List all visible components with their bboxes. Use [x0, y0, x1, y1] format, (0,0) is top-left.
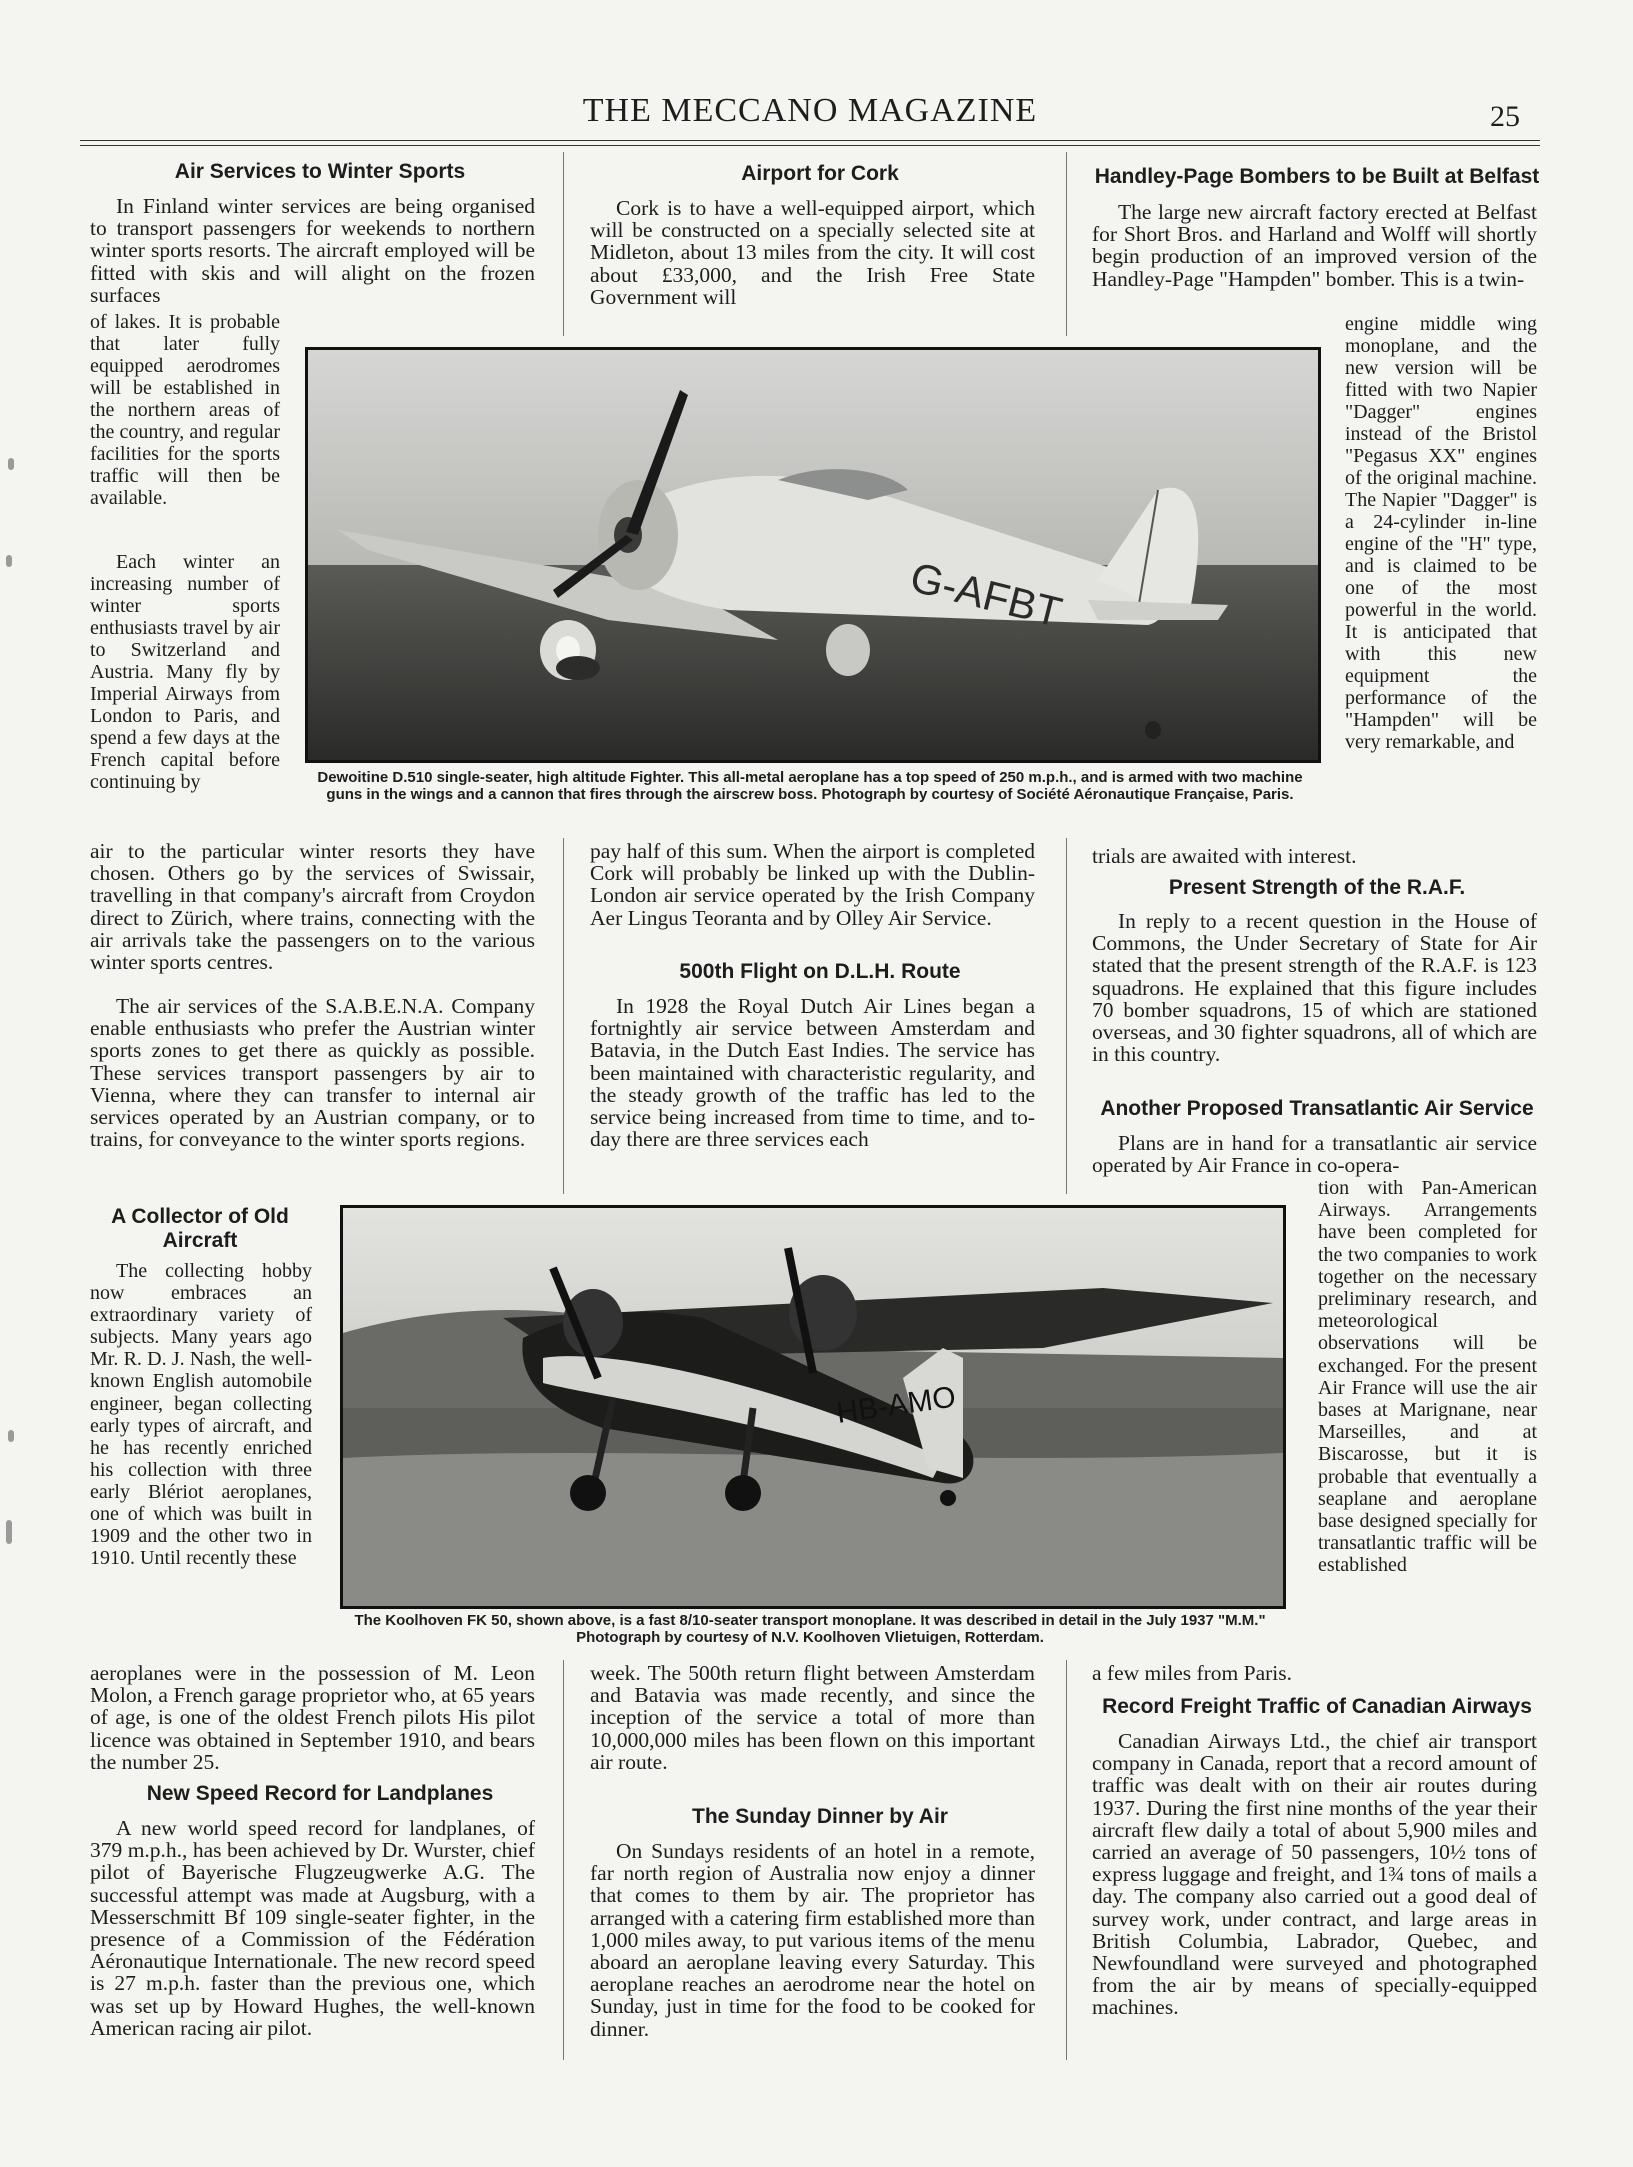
- handley-page-para-1c: trials are awaited with interest.: [1092, 844, 1357, 868]
- heading-speed-record: New Speed Record for Landplanes: [146, 1782, 494, 1805]
- column-rule: [1066, 152, 1067, 336]
- collector-para-1b: aeroplanes were in the possession of M. Leon Molon, a French garage proprietor who, at 65 years of age, is one of the oldest French pilots His pilot licence was obtained in September 1910, and bears the number 25.: [90, 1661, 535, 1774]
- registration-label: G-AFBT: [905, 553, 1067, 636]
- column-rule: [1066, 838, 1067, 1194]
- heading-cork: Airport for Cork: [741, 162, 899, 185]
- heading-raf-strength: Present Strength of the R.A.F.: [1168, 876, 1466, 899]
- registration-label: HB-AMO: [834, 1380, 958, 1430]
- winter-sports-para-3: The air services of the S.A.B.E.N.A. Company enable enthusiasts who prefer the Austrian winter sports zones to get there as quickly as possible. These services transport passengers by air to Vienna, where they can transfer to internal air services operated by an Austrian company, or to trains, for conveyance to the winter sports regions.: [90, 994, 535, 1152]
- speed-record-para: A new world speed record for landplanes, of 379 m.p.h., has been achieved by Dr. Wurster, chief pilot of Bayerische Flugzeugwerke A.G. The successful attempt was made at Augsburg, with a Messerschmitt Bf 109 single-seater fighter, in the presence of a Commission of the Fédération Aéronautique Internationale. The new record speed is 27 m.p.h. faster than the previous one, which was set up by Howard Hughes, the well-known American racing air pilot.: [90, 1816, 535, 2040]
- column-rule: [563, 152, 564, 336]
- winter-sports-para-2a: Each winter an increasing number of winter sports enthusiasts travel by air to Switzerland and Austria. Many fly by Imperial Airways from London to Paris, and spend a few days at the French capital before continuing by: [90, 551, 280, 793]
- raf-strength-para: In reply to a recent question in the House of Commons, the Under Secretary of State for Air stated that the present strength of the R.A.F. is 123 squadrons. He explained that this figure includes 70 bomber squadrons, 15 of which are stationed overseas, and 30 fighter squadrons, all of which are in this country.: [1092, 909, 1537, 1067]
- heading-dlh-route: 500th Flight on D.L.H. Route: [679, 960, 961, 983]
- scan-mark: [8, 458, 14, 470]
- column-rule: [1066, 1660, 1067, 2060]
- header-rule: [80, 140, 1540, 141]
- handley-page-para-1b: engine middle wing monoplane, and the new version will be fitted with two Napier "Dagger" engines instead of the Bristol "Pegasus XX" engines of the original machine. The Napier "Dagger" is a 24-cylinder in-line engine of the "H" type, and is claimed to be one of the most powerful in the world. It is anticipated that with this new equipment the performance of the "Hampden" will be very remarkable, and: [1345, 313, 1537, 753]
- scan-mark: [6, 555, 12, 567]
- scan-mark: [8, 1430, 14, 1442]
- page-number: 25: [1490, 100, 1520, 133]
- cork-para-1a: Cork is to have a well-equipped airport, which will be constructed on a specially selected site at Midleton, about 13 miles from the city. It will cost about £33,000, and the Irish Free State Government will: [590, 196, 1035, 309]
- dewoitine-illustration: [308, 350, 1318, 760]
- photo-dewoitine: [305, 347, 1321, 763]
- heading-sunday-dinner: The Sunday Dinner by Air: [692, 1805, 948, 1828]
- page-header: [80, 92, 1540, 142]
- handley-page-para-1a: The large new aircraft factory erected at Belfast for Short Bros. and Harland and Wolff will shortly begin production of an improved version of the Handley-Page "Hampden" bomber. This is a twin-: [1092, 200, 1537, 291]
- column-rule: [563, 1660, 564, 2060]
- heading-collector: A Collector of Old Aircraft: [111, 1205, 289, 1252]
- dlh-para-1b: week. The 500th return flight between Amsterdam and Batavia was made recently, and since the inception of the service a total of more than 10,000,000 miles has been flown on this important air route.: [590, 1661, 1035, 1774]
- heading-canadian-freight: Record Freight Traffic of Canadian Airways: [1102, 1695, 1532, 1718]
- winter-sports-para-1a: In Finland winter services are being organised to transport passengers for weekends to northern winter sports resorts. The aircraft employed will be fitted with skis and will alight on the frozen surfaces: [90, 194, 535, 307]
- koolhoven-illustration: [343, 1208, 1283, 1606]
- scan-mark: [6, 1520, 12, 1544]
- photo-koolhoven-caption: The Koolhoven FK 50, shown above, is a fast 8/10-seater transport monoplane. It was described in detail in the July 1937 "M.M." Photograph by courtesy of N.V. Koolhoven Vlietuigen, Rotterdam.: [354, 1612, 1266, 1646]
- winter-sports-para-2b: air to the particular winter resorts they have chosen. Others go by the services of Swissair, travelling in that company's aircraft from Croydon direct to Zürich, where trains, connecting with the air arrivals take the passengers on to the various winter sports centres.: [90, 839, 535, 975]
- transatlantic-para-1c: a few miles from Paris.: [1092, 1661, 1293, 1685]
- header-rule-thin: [80, 145, 1540, 146]
- collector-para-1a: The collecting hobby now embraces an extraordinary variety of subjects. Many years ago Mr. R. D. J. Nash, the well-known English automobile engineer, began collecting early types of aircraft, and he has recently enriched his collection with three early Blériot aeroplanes, one of which was built in 1909 and the other two in 1910. Until recently these: [90, 1260, 312, 1570]
- winter-sports-para-1b: of lakes. It is probable that later fully equipped aerodromes will be established in the northern areas of the country, and regular facilities for the sports traffic will then be available.: [90, 311, 280, 509]
- cork-para-1b: pay half of this sum. When the airport is completed Cork will probably be linked up with the Dublin-London air service operated by the Irish Company Aer Lingus Teoranta and by Olley Air Service.: [590, 839, 1035, 930]
- photo-koolhoven: [340, 1205, 1286, 1609]
- transatlantic-para-1b: tion with Pan-American Airways. Arrangements have been completed for the two companies to work together on the necessary preliminary research, and meteorological observations will be exchanged. For the present Air France will use the air bases at Marignane, near Marseilles, and at Biscarosse, but it is probable that eventually a seaplane and aeroplane base designed specially for transatlantic traffic will be established: [1318, 1177, 1537, 1577]
- magazine-title: THE MECCANO MAGAZINE: [582, 92, 1038, 129]
- sunday-dinner-para: On Sundays residents of an hotel in a remote, far north region of Australia now enjoy a dinner that comes to them by air. The proprietor has arranged with a catering firm established more than 1,000 miles away, to put various items of the menu aboard an aeroplane leaving every Saturday. This aeroplane reaches an aerodrome near the hotel on Sunday, just in time for the food to be cooked for dinner.: [590, 1839, 1035, 2041]
- heading-winter-sports: Air Services to Winter Sports: [174, 160, 466, 183]
- transatlantic-para-1a: Plans are in hand for a transatlantic air service operated by Air France in co-opera-: [1092, 1131, 1537, 1178]
- photo-dewoitine-caption: Dewoitine D.510 single-seater, high altitude Fighter. This all-metal aeroplane has a top speed of 250 m.p.h., and is armed with two machine guns in the wings and a cannon that fires through the airscrew boss. Photograph by courtesy of Société Aéronautique Française, Paris.: [317, 769, 1303, 803]
- heading-transatlantic: Another Proposed Transatlantic Air Service: [1100, 1097, 1534, 1120]
- column-rule: [563, 838, 564, 1194]
- canadian-freight-para: Canadian Airways Ltd., the chief air transport company in Canada, report that a record amount of traffic was dealt with on their air routes during 1937. During the first nine months of the year their aircraft flew daily a total of about 5,900 miles and carried an average of 50 passengers, 10½ tons of express luggage and freight, and 1¾ tons of mails a day. The company also carried out a good deal of survey work, under contract, and large areas in British Columbia, Labrador, Quebec, and Newfoundland were surveyed and photographed from the air by means of specially-equipped machines.: [1092, 1729, 1537, 2020]
- dlh-para-1a: In 1928 the Royal Dutch Air Lines began a fortnightly air service between Amsterdam and Batavia, in the Dutch East Indies. The service has been maintained with characteristic regularity, and the steady growth of the traffic has led to the service being increased from time to time, and to-day there are three services each: [590, 994, 1035, 1152]
- heading-handley-page: Handley-Page Bombers to be Built at Belfast: [1094, 165, 1540, 188]
